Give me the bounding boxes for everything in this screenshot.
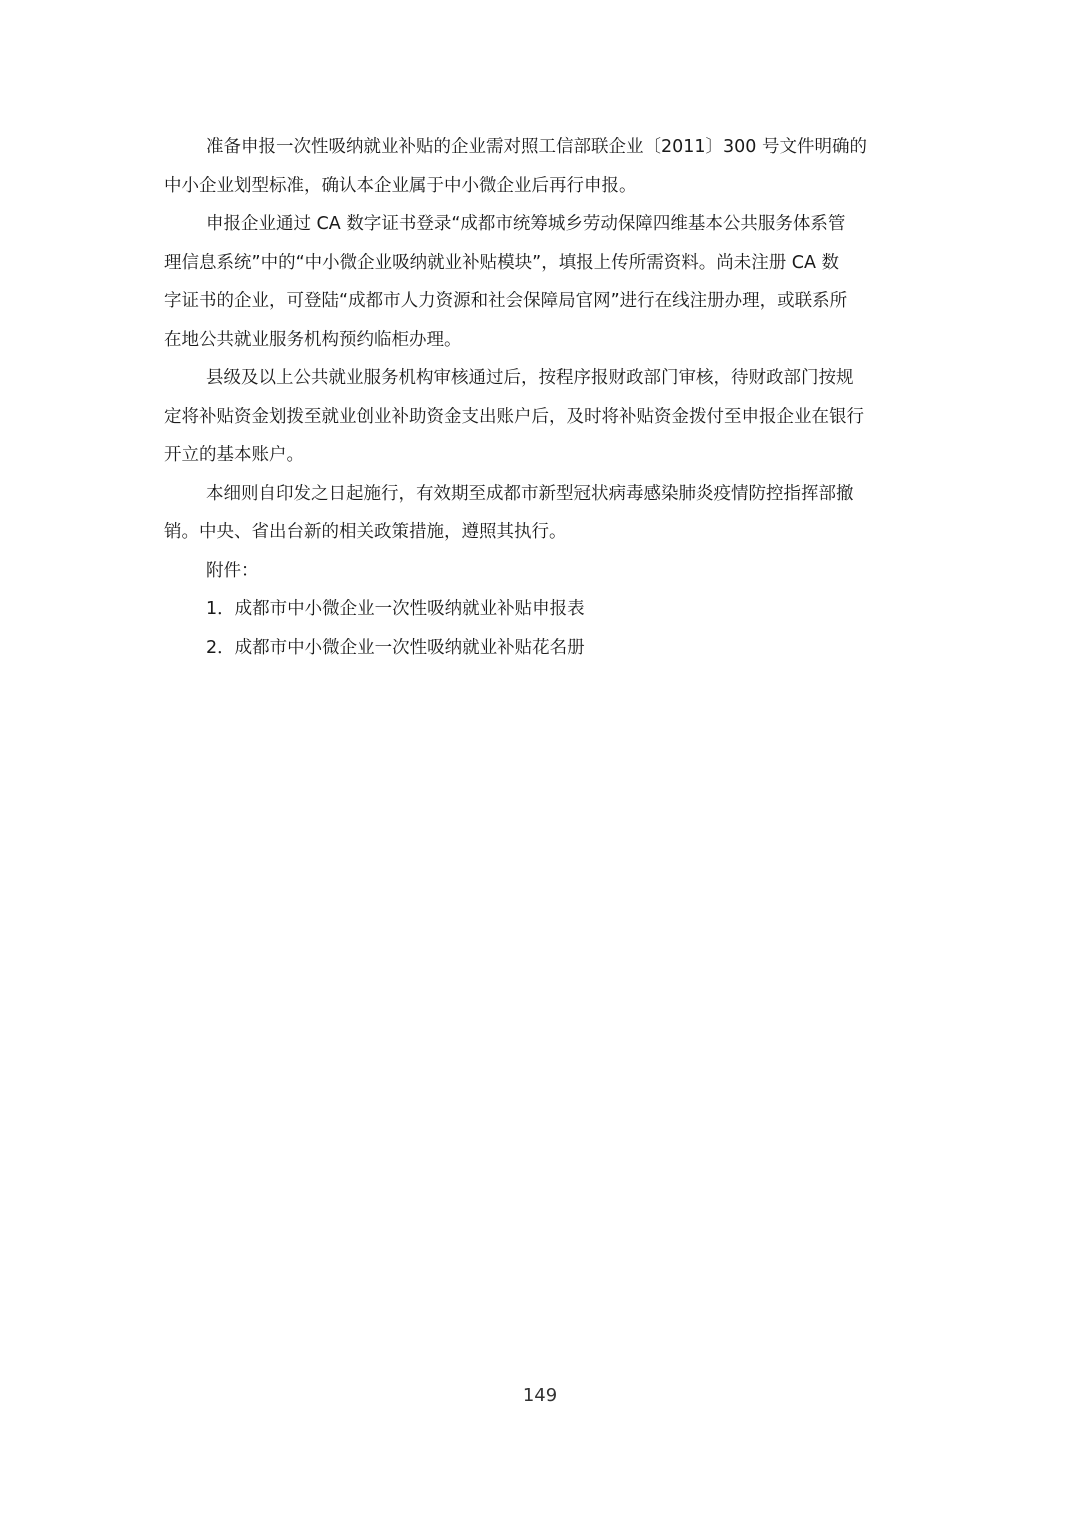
paragraph-line: 在地公共就业服务机构预约临柜办理。	[164, 329, 462, 350]
attachments-section	[164, 552, 919, 668]
paragraph-line: 开立的基本账户。	[164, 445, 304, 465]
paragraph-effective-date	[164, 475, 919, 552]
paragraph-line: 字证书的企业，可登陆“成都市人力资源和社会保障局官网”进行在线注册办理，或联系所	[164, 291, 848, 311]
attachment-item: 2．成都市中小微企业一次性吸纳就业补贴花名册	[206, 637, 585, 658]
paragraph-line: 申报企业通过 CA 数字证书登录“成都市统筹城乡劳动保障四维基本公共服务体系管	[206, 214, 846, 234]
paragraph-line: 县级及以上公共就业服务机构审核通过后，按程序报财政部门审核，待财政部门按规	[206, 368, 854, 388]
attachment-item: 1．成都市中小微企业一次性吸纳就业补贴申报表	[206, 599, 585, 619]
paragraph-line: 销。中央、省出台新的相关政策措施，遵照其执行。	[164, 522, 567, 542]
paragraph-line: 中小企业划型标准，确认本企业属于中小微企业后再行申报。	[164, 175, 637, 196]
attachments-label: 附件：	[206, 560, 259, 581]
paragraph-line: 理信息系统”中的“中小微企业吸纳就业补贴模块”，填报上传所需资料。尚未注册 CA 数	[164, 252, 840, 273]
paragraph-line: 本细则自印发之日起施行，有效期至成都市新型冠状病毒感染肺炎疫情防控指挥部撤	[206, 483, 854, 504]
paragraph-review	[164, 359, 919, 475]
paragraph-classification	[164, 128, 919, 205]
paragraph-line: 准备申报一次性吸纳就业补贴的企业需对照工信部联企业〔2011〕300 号文件明确的	[206, 137, 867, 157]
page-number: 149	[522, 1385, 558, 1406]
paragraph-application	[164, 205, 919, 359]
document-body	[164, 128, 919, 667]
paragraph-line: 定将补贴资金划拨至就业创业补助资金支出账户后，及时将补贴资金拨付至申报企业在银行	[164, 406, 864, 427]
